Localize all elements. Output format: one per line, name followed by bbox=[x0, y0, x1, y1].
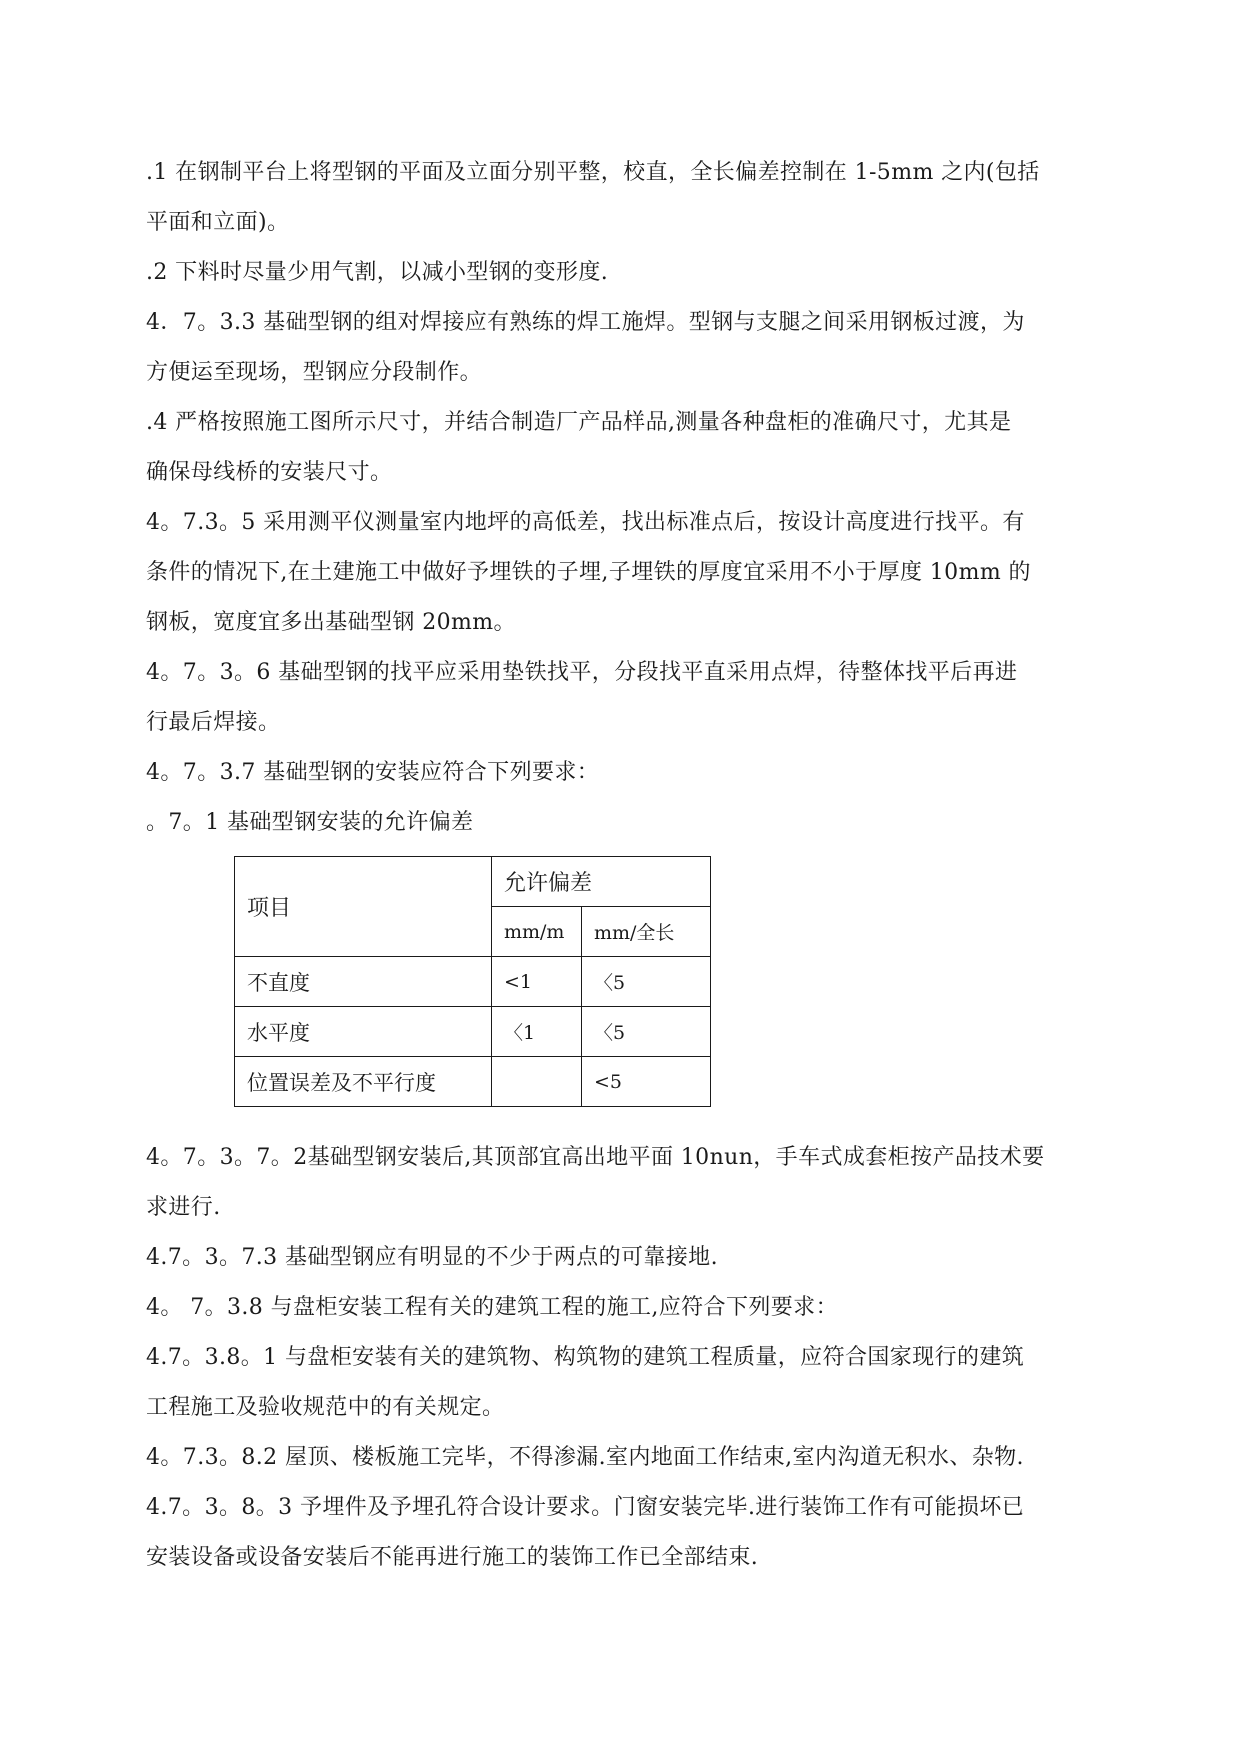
paragraph-line: 4。7。3。7。2基础型钢安装后,其顶部宜高出地平面 10nun，手车式成套柜按产品技术要 bbox=[146, 1145, 1045, 1170]
row-per-m: <1 bbox=[492, 957, 582, 1007]
table-row bbox=[235, 957, 711, 1007]
paragraph-line: .4 严格按照施工图所示尺寸，并结合制造厂产品样品,测量各种盘柜的准确尺寸，尤其是 bbox=[146, 410, 1012, 435]
paragraph-line: 确保母线桥的安装尺寸。 bbox=[146, 460, 393, 485]
paragraph-line: 钢板，宽度宜多出基础型钢 20mm。 bbox=[146, 610, 516, 635]
paragraph-line: .2 下料时尽量少用气割，以减小型钢的变形度. bbox=[146, 260, 609, 285]
paragraph-line: 求进行. bbox=[146, 1195, 221, 1220]
subheader-mm-full-length: mm/全长 bbox=[582, 907, 711, 957]
paragraph-line: 安装设备或设备安装后不能再进行施工的装饰工作已全部结束. bbox=[146, 1545, 759, 1570]
deviation-table bbox=[234, 856, 711, 1107]
table-header-row bbox=[235, 857, 711, 907]
row-full: 〈5 bbox=[582, 957, 711, 1007]
row-item: 水平度 bbox=[235, 1007, 492, 1057]
deviation-table-wrapper bbox=[234, 856, 711, 1107]
row-item: 位置误差及不平行度 bbox=[235, 1057, 492, 1107]
table-caption: 。7。1 基础型钢安装的允许偏差 bbox=[146, 810, 474, 835]
paragraph-line: 方便运至现场，型钢应分段制作。 bbox=[146, 360, 483, 385]
paragraph-line: 4。 7。3.8 与盘柜安装工程有关的建筑工程的施工,应符合下列要求： bbox=[146, 1295, 838, 1320]
paragraph-line: .1 在钢制平台上将型钢的平面及立面分别平整，校直，全长偏差控制在 1-5mm 之内(包括 bbox=[146, 160, 1040, 185]
header-allowed-deviation: 允许偏差 bbox=[492, 857, 711, 907]
row-item: 不直度 bbox=[235, 957, 492, 1007]
row-full: <5 bbox=[582, 1057, 711, 1107]
paragraph-line: 4。7.3。8.2 屋顶、楼板施工完毕，不得渗漏.室内地面工作结束,室内沟道无积水、杂物. bbox=[146, 1445, 1024, 1470]
subheader-mm-per-m: mm/m bbox=[492, 907, 582, 957]
paragraph-line: 4.7。3。7.3 基础型钢应有明显的不少于两点的可靠接地. bbox=[146, 1245, 718, 1270]
paragraph-line: 条件的情况下,在土建施工中做好予埋铁的子埋,子埋铁的厚度宜采用不小于厚度 10mm 的 bbox=[146, 560, 1031, 585]
paragraph-line: 平面和立面)。 bbox=[146, 210, 290, 235]
paragraph-line: 行最后焊接。 bbox=[146, 710, 281, 735]
header-item: 项目 bbox=[235, 857, 492, 957]
paragraph-line: 4．7。3.3 基础型钢的组对焊接应有熟练的焊工施焊。型钢与支腿之间采用钢板过渡，为 bbox=[146, 310, 1025, 335]
table-row bbox=[235, 1057, 711, 1107]
paragraph-line: 工程施工及验收规范中的有关规定。 bbox=[146, 1395, 505, 1420]
paragraph-line: 4。7。3.7 基础型钢的安装应符合下列要求： bbox=[146, 760, 600, 785]
row-per-m: 〈1 bbox=[492, 1007, 582, 1057]
row-per-m bbox=[492, 1057, 582, 1107]
paragraph-line: 4。7.3。5 采用测平仪测量室内地坪的高低差，找出标准点后，按设计高度进行找平。有 bbox=[146, 510, 1025, 535]
row-full: 〈5 bbox=[582, 1007, 711, 1057]
paragraph-line: 4.7。3.8。1 与盘柜安装有关的建筑物、构筑物的建筑工程质量，应符合国家现行的建筑 bbox=[146, 1345, 1025, 1370]
table-row bbox=[235, 1007, 711, 1057]
paragraph-line: 4。7。3。6 基础型钢的找平应采用垫铁找平，分段找平直采用点焊，待整体找平后再进 bbox=[146, 660, 1018, 685]
paragraph-line: 4.7。3。8。3 予埋件及予埋孔符合设计要求。门窗安装完毕.进行装饰工作有可能损坏已 bbox=[146, 1495, 1025, 1520]
